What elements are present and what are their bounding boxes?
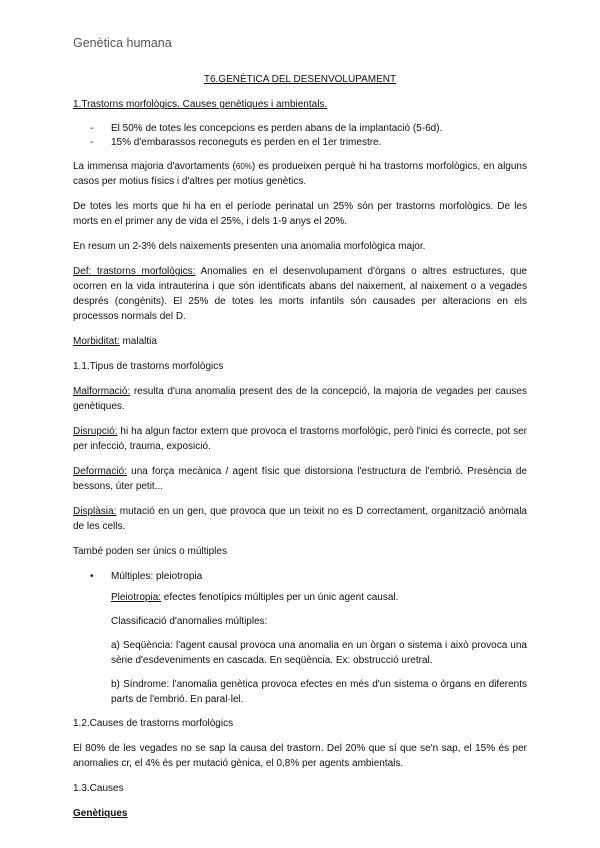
subsection-heading-1-3: 1.3.Causes <box>73 783 124 794</box>
paragraph-classificacio: Classificació d'anomalies múltiples: <box>111 616 268 627</box>
term-label: Morbiditat: <box>73 336 120 347</box>
term-label: Pleiotropia: <box>111 592 162 603</box>
paragraph-avortaments <box>73 159 527 189</box>
genetiques-heading: Genètiques <box>73 808 128 819</box>
indented-block <box>73 590 527 707</box>
text-run: La immensa majoria d'avortaments ( <box>73 161 236 172</box>
list-item: • Múltiples: pleiotropia <box>73 569 527 584</box>
term-text: malaltia <box>119 336 157 347</box>
term-text: mutació en un gen, que provoca que un teixit no es D correctament, organització anòmala de les cells. <box>73 506 527 532</box>
term-text: una força mecànica / agent físic que distorsiona l'estructura de l'embrió. Presència de bessons, úter petit... <box>73 466 527 492</box>
subsection-heading-1-1: 1.1.Tipus de trastorns morfològics <box>73 361 224 372</box>
percentage: 60% <box>235 162 252 171</box>
term-label: Disrupció: <box>73 426 118 437</box>
list-item: - 15% d'embarassos reconeguts es perden en el 1er trimestre. <box>73 136 527 150</box>
term-text: hi ha algun factor extern que provoca el trastorns morfològic, però l'inici és correcte, pot ser per infecció, trauma, exposició. <box>73 426 527 452</box>
term-displasia <box>73 504 527 534</box>
document-title: T6.GENÈTICA DEL DESENVOLUPAMENT <box>203 74 397 85</box>
definition-paragraph <box>73 264 527 324</box>
term-label: Displàsia: <box>73 506 117 517</box>
page-header: Genètica humana <box>73 36 172 50</box>
paragraph-resum: En resum un 2-3% dels naixements presenten una anomalia morfològica major. <box>73 241 426 252</box>
term-text: efectes fenotípics múltiples per un únic agent causal. <box>161 592 399 603</box>
term-pleiotropia <box>111 590 527 605</box>
morbiditat-paragraph <box>73 334 527 349</box>
bullet-list <box>73 569 527 584</box>
paragraph-causes: El 80% de les vegades no se sap la causa del trastorn. Del 20% que sí que se'n sap, el 15% és per anomalies cr, el 4% és per mutació gènica, el 0,8% per agents ambientals. <box>73 743 527 769</box>
document-body <box>73 72 527 831</box>
section-heading-1: 1.Trastorns morfològics. Causes genètiques i ambientals. <box>73 99 328 110</box>
paragraph-morts: De totes les morts que hi ha en el període perinatal un 25% són per trastorns morfològics. De les morts en el primer any de vida el 25%, i dels 1-9 anys el 20%. <box>73 201 527 227</box>
list-item: - El 50% de totes les concepcions es perden abans de la implantació (5-6d). <box>73 122 527 136</box>
paragraph-unics: També poden ser únics o múltiples <box>73 546 227 557</box>
paragraph-sequencia: a) Seqüència: l'agent causal provoca una anomalia en un òrgan o sistema i això provoca una sèrie d'esdeveniments en cascada. En seqüència. Ex: obstrucció uretral. <box>111 640 527 666</box>
paragraph-sindrome: b) Síndrome: l'anomalia genètica provoca efectes en més d'un sistema o òrgans en diferents parts de l'embrió. En paral·lel. <box>111 679 527 705</box>
term-text: resulta d'una anomalia present des de la concepció, la majoria de vegades per causes genètiques. <box>73 386 527 412</box>
definition-label: Def: trastorns morfològics: <box>73 266 196 277</box>
dash-list <box>73 122 527 150</box>
term-malformacio <box>73 384 527 414</box>
text-run: ) es produeixen perquè hi ha trastorns morfològics, en alguns casos per motius físics i d'altres per motius genètics. <box>73 161 527 187</box>
subsection-heading-1-2: 1.2.Causes de trastorns morfològics <box>73 718 234 729</box>
term-label: Malformació: <box>73 386 131 397</box>
definition-text: Anomalies en el desenvolupament d'òrgans o altres estructures, que ocorren en la vida intrauterina i que són identificats abans del naixement, al naixement o a vegades després (congènits). El 25% de totes les morts infantils són causades per alteracions en els processos normals del D. <box>73 266 527 322</box>
term-disrupcio <box>73 424 527 454</box>
term-label: Deformació: <box>73 466 127 477</box>
term-deformacio <box>73 464 527 494</box>
